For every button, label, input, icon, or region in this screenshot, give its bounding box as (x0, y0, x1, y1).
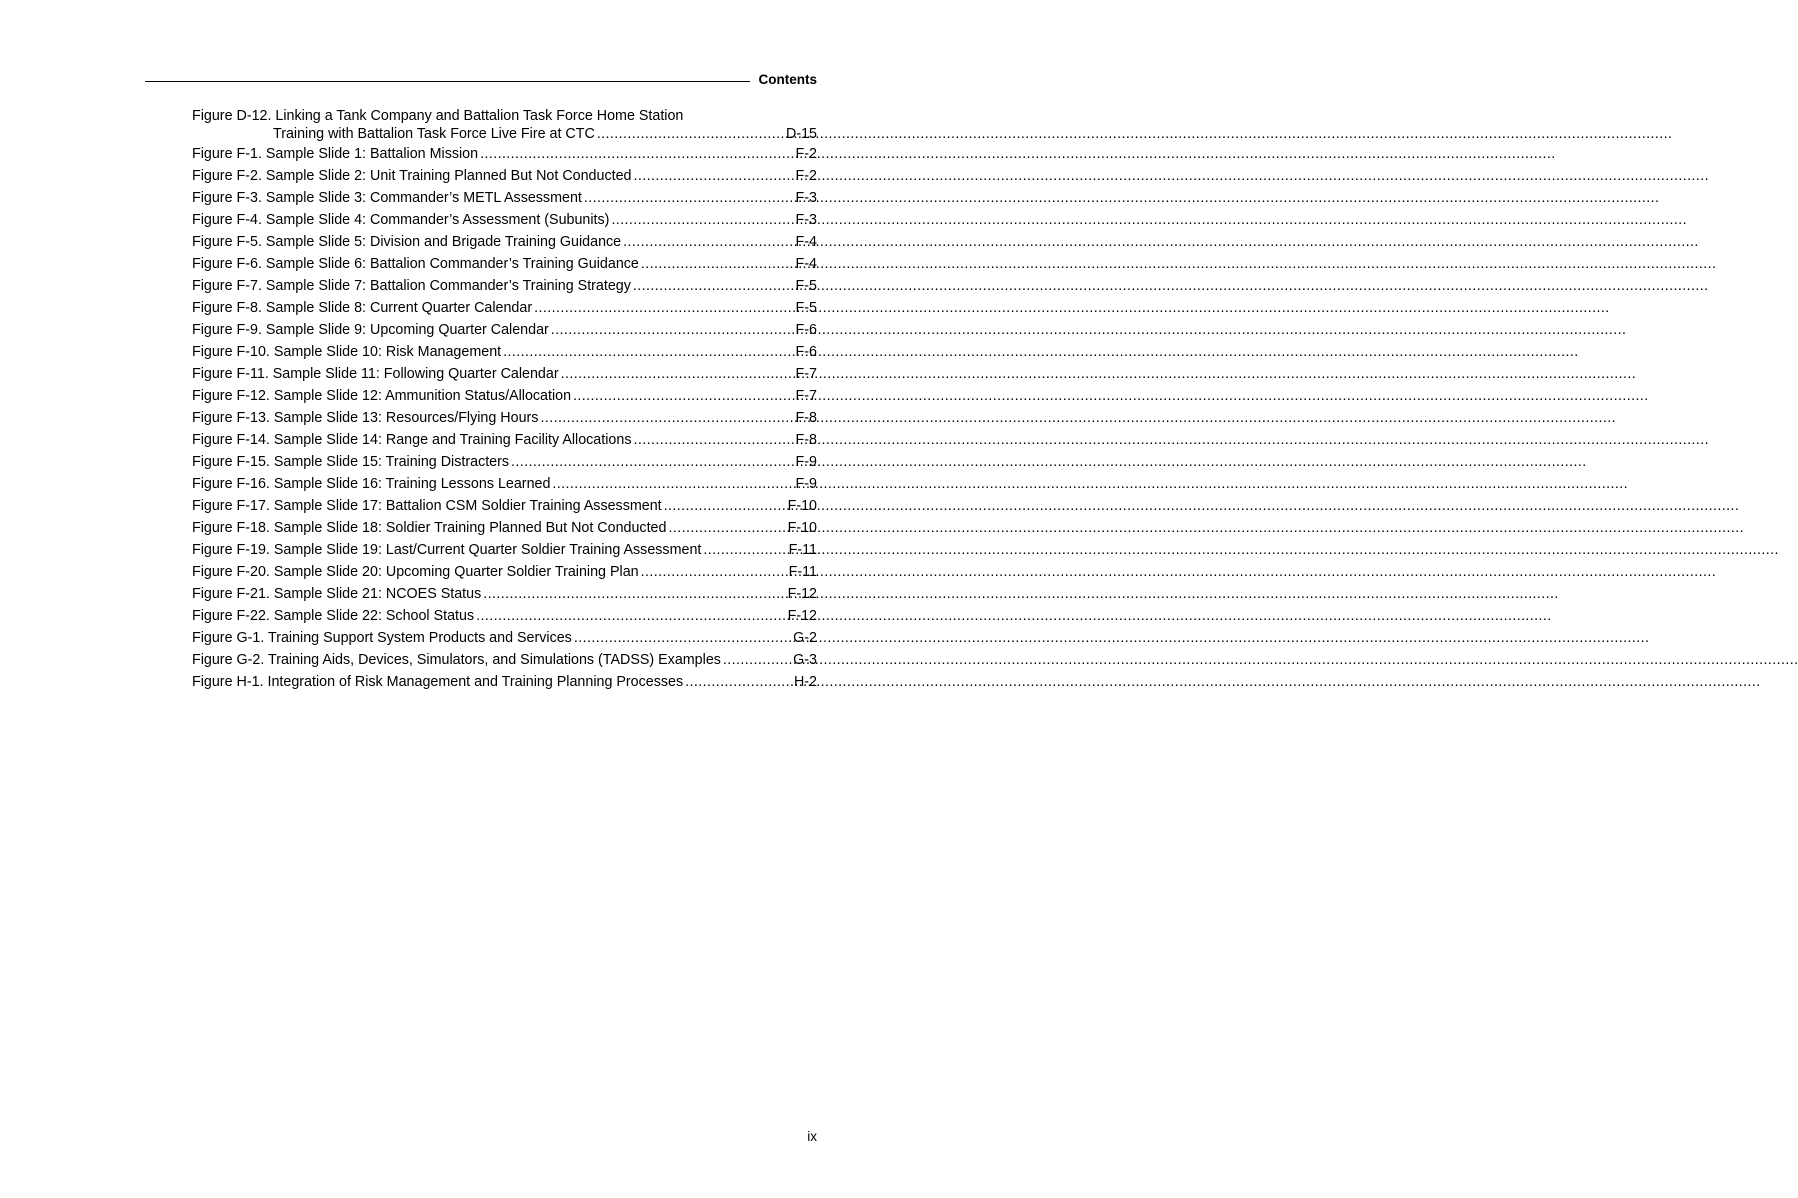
toc-entry-title: Figure F-12. Sample Slide 12: Ammunition Status/Allocation (192, 388, 572, 404)
toc-entry-title: Figure F-4. Sample Slide 4: Commander’s Assessment (Subunits) (192, 212, 610, 228)
toc-entry[interactable] (192, 561, 817, 583)
toc-entry[interactable] (192, 275, 817, 297)
toc-entry-title: Figure F-19. Sample Slide 19: Last/Current Quarter Soldier Training Assessment (192, 542, 702, 558)
toc-entry-title: Figure G-1. Training Support System Products and Services (192, 630, 572, 646)
toc-leader-dots (633, 429, 793, 451)
toc-entry[interactable] (192, 517, 817, 539)
toc-entry[interactable] (192, 649, 817, 671)
toc-entry-page: F-8 (795, 410, 817, 426)
toc-leader-dots (540, 407, 793, 429)
toc-entry[interactable] (192, 209, 817, 231)
toc-leader-dots (623, 231, 793, 253)
toc-leader-dots (584, 187, 794, 209)
toc-entry-page: F-2 (795, 146, 817, 162)
toc-entry-page: F-4 (795, 256, 817, 272)
toc-leader-dots (597, 125, 784, 143)
toc-entry-page: F-12 (787, 586, 817, 602)
toc-entry-title: Figure F-22. Sample Slide 22: School Status (192, 608, 475, 624)
toc-leader-dots (552, 473, 793, 495)
toc-leader-dots (483, 583, 785, 605)
toc-entry[interactable] (192, 583, 817, 605)
toc-entry-title: Figure G-2. Training Aids, Devices, Simulators, and Simulations (TADSS) Examples (192, 652, 721, 668)
toc-entry[interactable] (192, 671, 817, 693)
toc-entry-title: Figure F-13. Sample Slide 13: Resources/Flying Hours (192, 410, 539, 426)
toc-entry[interactable] (192, 143, 817, 165)
toc-entry-title-line1: Figure D-12. Linking a Tank Company and Battalion Task Force Home Station (192, 108, 684, 124)
toc-entry-title: Figure F-6. Sample Slide 6: Battalion Commander’s Training Guidance (192, 256, 639, 272)
table-of-figures (192, 108, 817, 693)
page-number: ix (807, 1129, 817, 1144)
toc-entry-title: Figure F-21. Sample Slide 21: NCOES Status (192, 586, 482, 602)
toc-entry[interactable] (192, 363, 817, 385)
toc-entry-page: D-15 (786, 126, 817, 142)
toc-entry-page: F-12 (787, 608, 817, 624)
toc-entry[interactable] (192, 231, 817, 253)
toc-entry-title: Figure F-9. Sample Slide 9: Upcoming Quarter Calendar (192, 322, 549, 338)
toc-entry-title: Figure F-1. Sample Slide 1: Battalion Mission (192, 146, 479, 162)
toc-entry-page: F-10 (787, 498, 817, 514)
toc-leader-dots (574, 627, 791, 649)
toc-entry-page: G-3 (793, 652, 817, 668)
toc-leader-dots (503, 341, 793, 363)
toc-entry-title: Figure F-18. Sample Slide 18: Soldier Training Planned But Not Conducted (192, 520, 667, 536)
toc-leader-dots (703, 539, 786, 561)
toc-entries (192, 143, 817, 693)
toc-entry[interactable] (192, 429, 817, 451)
toc-entry[interactable] (192, 253, 817, 275)
toc-entry-page: F-5 (795, 300, 817, 316)
toc-entry[interactable] (192, 297, 817, 319)
toc-leader-dots (723, 649, 791, 671)
toc-leader-dots (641, 253, 794, 275)
toc-entry-page: F-6 (795, 344, 817, 360)
toc-entry[interactable] (192, 473, 817, 495)
toc-leader-dots (668, 517, 785, 539)
toc-entry-page: F-4 (795, 234, 817, 250)
toc-entry-page: F-11 (788, 564, 817, 580)
toc-entry[interactable] (192, 451, 817, 473)
toc-entry[interactable] (192, 407, 817, 429)
toc-entry-title: Figure F-14. Sample Slide 14: Range and Training Facility Allocations (192, 432, 632, 448)
toc-entry-title: Figure F-15. Sample Slide 15: Training Distracters (192, 454, 510, 470)
toc-entry-figure-d-12[interactable] (192, 108, 817, 143)
header-rule (145, 81, 750, 82)
toc-leader-dots (664, 495, 786, 517)
toc-entry-title: Figure F-10. Sample Slide 10: Risk Management (192, 344, 502, 360)
toc-leader-dots (641, 561, 787, 583)
toc-entry-title: Figure F-5. Sample Slide 5: Division and Brigade Training Guidance (192, 234, 622, 250)
toc-entry[interactable] (192, 495, 817, 517)
toc-entry-page: F-5 (795, 278, 817, 294)
toc-entry[interactable] (192, 627, 817, 649)
toc-leader-dots (476, 605, 785, 627)
toc-leader-dots (611, 209, 793, 231)
toc-entry[interactable] (192, 605, 817, 627)
toc-entry-title-line2-row (192, 125, 817, 143)
toc-entry-page: F-8 (795, 432, 817, 448)
toc-entry-page: F-7 (795, 366, 817, 382)
toc-leader-dots (511, 451, 794, 473)
toc-entry-page: F-10 (787, 520, 817, 536)
toc-entry-page: H-2 (793, 674, 817, 690)
toc-entry-page: F-9 (795, 454, 817, 470)
toc-entry[interactable] (192, 341, 817, 363)
toc-entry[interactable] (192, 187, 817, 209)
toc-leader-dots (551, 319, 794, 341)
toc-entry-page: F-3 (795, 190, 817, 206)
toc-entry-title: Figure F-16. Sample Slide 16: Training Lessons Learned (192, 476, 551, 492)
toc-entry-title: Figure F-17. Sample Slide 17: Battalion CSM Soldier Training Assessment (192, 498, 662, 514)
toc-entry[interactable] (192, 385, 817, 407)
toc-leader-dots (534, 297, 793, 319)
toc-entry-page: F-2 (795, 168, 817, 184)
toc-entry-title: Figure F-3. Sample Slide 3: Commander’s METL Assessment (192, 190, 582, 206)
toc-entry-title: Figure F-2. Sample Slide 2: Unit Training Planned But Not Conducted (192, 168, 632, 184)
toc-entry-page: F-3 (795, 212, 817, 228)
toc-leader-dots (573, 385, 793, 407)
toc-entry-title: Figure F-11. Sample Slide 11: Following Quarter Calendar (192, 366, 559, 382)
toc-entry-page: F-9 (795, 476, 817, 492)
toc-entry-page: G-2 (793, 630, 817, 646)
toc-leader-dots (561, 363, 794, 385)
toc-entry-page: F-6 (795, 322, 817, 338)
toc-entry-title: Figure H-1. Integration of Risk Management and Training Planning Processes (192, 674, 684, 690)
toc-entry[interactable] (192, 539, 817, 561)
toc-leader-dots (480, 143, 793, 165)
toc-entry-page: F-11 (788, 542, 817, 558)
toc-entry-title: Figure F-20. Sample Slide 20: Upcoming Quarter Soldier Training Plan (192, 564, 639, 580)
toc-leader-dots (633, 275, 794, 297)
toc-entry[interactable] (192, 319, 817, 341)
header-title: Contents (758, 72, 817, 87)
toc-entry-title: Figure F-8. Sample Slide 8: Current Quarter Calendar (192, 300, 533, 316)
toc-leader-dots (685, 671, 792, 693)
toc-entry[interactable] (192, 165, 817, 187)
toc-leader-dots (633, 165, 793, 187)
toc-entry-title-line2: Training with Battalion Task Force Live Fire at CTC (273, 126, 595, 142)
toc-entry-title: Figure F-7. Sample Slide 7: Battalion Commander’s Training Strategy (192, 278, 631, 294)
toc-entry-page: F-7 (795, 388, 817, 404)
